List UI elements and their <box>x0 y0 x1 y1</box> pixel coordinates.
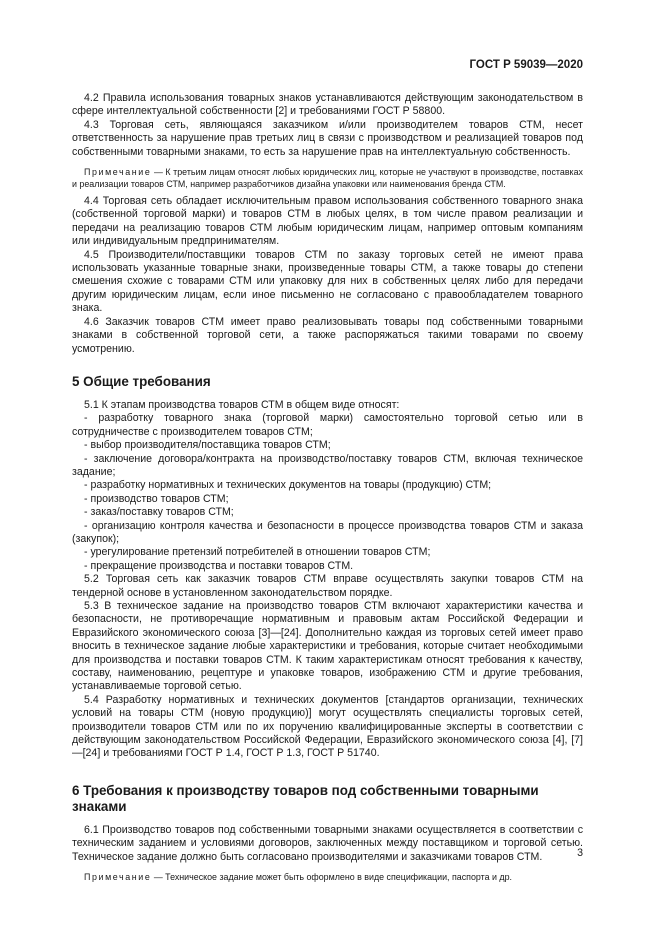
list-item: - разработку товарного знака (торговой марки) самостоятельно торговой сетью или в сотрудничестве с производителем товаров СТМ; <box>72 412 583 438</box>
note-text: — Техническое задание может быть оформлено в виде спецификации, паспорта и др. <box>151 872 513 883</box>
note-text: — К третьим лицам относят любых юридических лиц, которые не участвуют в производстве, поставках и реализации товаров СТМ, например разработчиков дизайна упаковки или наименования бренда СТМ. <box>72 167 583 190</box>
list-item: - заказ/поставку товаров СТМ; <box>84 506 234 519</box>
paragraph-4-5: 4.5 Производители/поставщики товаров СТМ по заказу торговых сетей не имеют права использовать указанные товарные знаки, произведенные товары СТМ, а также товары до степени смешения схожие с товарами СТМ или упаковку для них в собственных целях либо для передачи другим юридическим лицам, если иное письменно не согласовано с правообладателем товарного знака. <box>72 248 583 315</box>
note-2 <box>72 871 583 883</box>
paragraph-5-3: 5.3 В техническое задание на производство товаров СТМ включают характеристики качества и безопасности, не противоречащие нормативным и правовым актам Российской Федерации и Евразийского экономического союза [3]—[24]. Дополнительно каждая из торговых сетей имеет право вносить в техническое задание любые характеристики и требования, которые считает необходимыми для производства и поставки товаров СТМ. К таким характеристикам относят требования к качеству, составу, наименованию, рецептуре и упаковке товаров, изображению СТМ и другие требования, устанавливаемые торговой сетью. <box>72 600 583 693</box>
list-item: - выбор производителя/поставщика товаров СТМ; <box>84 439 331 452</box>
note-label: Примечание <box>84 872 152 883</box>
page-number: 3 <box>577 847 583 859</box>
document-id: ГОСТ Р 59039—2020 <box>469 59 583 71</box>
note-label: Примечание <box>84 167 152 178</box>
list-item: - прекращение производства и поставки товаров СТМ. <box>84 559 354 572</box>
list-item: - урегулирование претензий потребителей в отношении товаров СТМ; <box>84 546 431 559</box>
document-body <box>72 92 583 883</box>
section-6-title: 6 Требования к производству товаров под собственными товарными знаками <box>72 782 539 814</box>
paragraph-4-6: 4.6 Заказчик товаров СТМ имеет право реализовывать товары под собственными товарными знаками в собственной торговой сети, а также распоряжаться такими товарами по своему усмотрению. <box>72 315 583 355</box>
paragraph-4-2: 4.2 Правила использования товарных знаков устанавливаются действующим законодательством в сфере интеллектуальной собственности [2] и требованиями ГОСТ Р 58800. <box>72 92 583 118</box>
list-item: - разработку нормативных и технических документов на товары (продукцию) СТМ; <box>84 479 492 492</box>
list-item: - производство товаров СТМ; <box>84 492 229 505</box>
paragraph-5-1: 5.1 К этапам производства товаров СТМ в общем виде относят: <box>84 398 400 411</box>
list-item: - организацию контроля качества и безопасности в процессе производства товаров СТМ и заказа (закупок); <box>72 519 583 545</box>
note-1 <box>72 166 583 190</box>
paragraph-4-3: 4.3 Торговая сеть, являющаяся заказчиком и/или производителем товаров СТМ, несет ответственность за нарушение прав третьих лиц в связи с производством и реализацией товаров под собственными товарными знаками, то есть за нарушение прав на интеллектуальную собственность. <box>72 118 583 158</box>
section-5-title: 5 Общие требования <box>72 373 211 389</box>
paragraph-6-1: 6.1 Производство товаров под собственными товарными знаками осуществляется в соответствии с техническим заданием и условиями договоров, заключенных между поставщиком и торговой сетью. Техническое задание должно быть согласовано производителями и заказчиками товаров СТМ. <box>72 823 583 863</box>
paragraph-5-4: 5.4 Разработку нормативных и технических документов [стандартов организации, технических условий на товары СТМ (новую продукцию)] могут осуществлять специалисты торговых сетей, производители товаров СТМ или по их поручению квалифицированные эксперты в соответствии с действующим законодательством Российской Федерации, Евразийского экономического союза [4], [7]—[24] и требованиями ГОСТ Р 1.4, ГОСТ Р 1.3, ГОСТ Р 51740. <box>72 693 583 760</box>
paragraph-4-4: 4.4 Торговая сеть обладает исключительным правом использования собственного товарного знака (собственной торговой марки) и товаров СТМ в любых целях, в том числе правом реализации и передачи на реализацию товаров СТМ любым юридическим лицам, например оптовым компаниям или индивидуальным предпринимателям. <box>72 195 583 248</box>
paragraph-5-2: 5.2 Торговая сеть как заказчик товаров СТМ вправе осуществлять закупки товаров СТМ на тендерной основе в установленном законодательством порядке. <box>72 573 583 599</box>
list-item: - заключение договора/контракта на производство/поставку товаров СТМ, включая техническое задание; <box>72 452 583 478</box>
